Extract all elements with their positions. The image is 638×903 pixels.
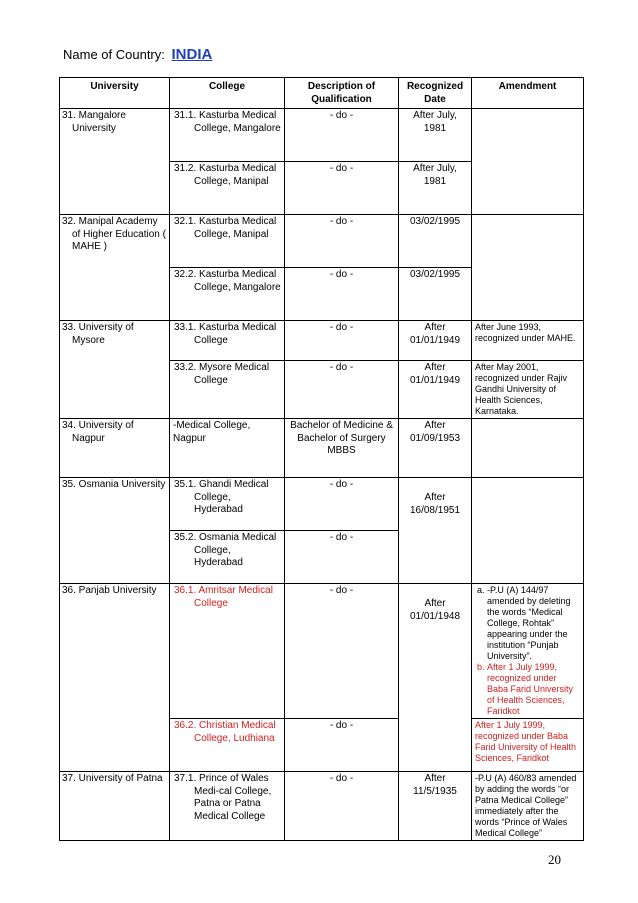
amendment-cell [472, 478, 584, 584]
description-cell: - do - [285, 719, 399, 772]
amendment-cell: After 1 July 1999, recognized under Baba Farid University of Health Sciences, Faridkot [472, 719, 584, 772]
amendment-cell [472, 419, 584, 478]
university-cell: 37. University of Patna [60, 772, 170, 841]
description-cell: - do - [285, 478, 399, 531]
table-row [60, 109, 584, 162]
recognition-table [59, 77, 584, 841]
amendment-list [475, 585, 580, 717]
header-amendment: Amendment [472, 78, 584, 109]
description-cell: - do - [285, 531, 399, 584]
description-cell: Bachelor of Medicine & Bachelor of Surgery MBBS [285, 419, 399, 478]
amendment-item: b. After 1 July 1999, recognized under Baba Farid University of Health Sciences, Faridkot [487, 662, 580, 717]
college-cell: 33.1. Kasturba Medical College [170, 321, 285, 361]
recognized-date-cell: After 01/09/1953 [399, 419, 472, 478]
country-value: INDIA [171, 46, 213, 63]
recognized-date-cell: After 01/01/1949 [399, 321, 472, 361]
college-cell: 36.1. Amritsar Medical College [170, 584, 285, 719]
amendment-cell: -P.U (A) 460/83 amended by adding the words “or Patna Medical College” immediately after the words “Prince of Wales Medical College” [472, 772, 584, 841]
recognized-date-cell: 03/02/1995 [399, 215, 472, 268]
college-cell: 32.2. Kasturba Medical College, Mangalore [170, 268, 285, 321]
description-cell: - do - [285, 772, 399, 841]
description-cell: - do - [285, 162, 399, 215]
table-row [60, 478, 584, 531]
recognized-date-cell: After 01/01/1948 [399, 584, 472, 772]
recognized-date-cell: 03/02/1995 [399, 268, 472, 321]
college-cell: 32.1. Kasturba Medical College, Manipal [170, 215, 285, 268]
header-university: University [60, 78, 170, 109]
amendment-cell [472, 109, 584, 215]
college-cell: 35.1. Ghandi Medical College, Hyderabad [170, 478, 285, 531]
college-cell: 36.2. Christian Medical College, Ludhiana [170, 719, 285, 772]
amendment-cell: After May 2001, recognized under Rajiv Gandhi University of Health Sciences, Karnataka. [472, 361, 584, 419]
table-row [60, 584, 584, 719]
description-cell: - do - [285, 361, 399, 419]
table-row [60, 321, 584, 361]
college-cell: 31.1. Kasturba Medical College, Mangalore [170, 109, 285, 162]
college-cell: 35.2. Osmania Medical College, Hyderabad [170, 531, 285, 584]
amendment-cell [472, 584, 584, 719]
description-cell: - do - [285, 109, 399, 162]
header-description: Description of Qualification [285, 78, 399, 109]
university-cell: 35. Osmania University [60, 478, 170, 584]
recognized-date-cell: After 11/5/1935 [399, 772, 472, 841]
description-cell: - do - [285, 215, 399, 268]
university-cell: 31. Mangalore University [60, 109, 170, 215]
recognized-date-cell: After 16/08/1951 [399, 478, 472, 584]
header-recognized-date: Recognized Date [399, 78, 472, 109]
page-number: 20 [548, 852, 561, 867]
college-cell: 33.2. Mysore Medical College [170, 361, 285, 419]
table-row [60, 419, 584, 478]
table-header-row [60, 78, 584, 109]
country-label: Name of Country: [63, 47, 165, 62]
college-cell: -Medical College, Nagpur [170, 419, 285, 478]
amendment-cell: After June 1993, recognized under MAHE. [472, 321, 584, 361]
amendment-cell [472, 215, 584, 321]
table-row [60, 215, 584, 268]
university-cell: 36. Panjab University [60, 584, 170, 772]
table-row [60, 772, 584, 841]
description-cell: - do - [285, 584, 399, 719]
country-heading [63, 46, 212, 63]
recognized-date-cell: After 01/01/1949 [399, 361, 472, 419]
college-cell: 37.1. Prince of Wales Medi-cal College, Patna or Patna Medical College [170, 772, 285, 841]
amendment-item: a. -P.U (A) 144/97 amended by deleting the words “Medical College, Rohtak” appearing under the institution “Punjab University”. [487, 585, 580, 662]
university-cell: 33. University of Mysore [60, 321, 170, 419]
recognized-date-cell: After July, 1981 [399, 162, 472, 215]
description-cell: - do - [285, 321, 399, 361]
description-cell: - do - [285, 268, 399, 321]
university-cell: 34. University of Nagpur [60, 419, 170, 478]
header-college: College [170, 78, 285, 109]
university-cell: 32. Manipal Academy of Higher Education ( MAHE ) [60, 215, 170, 321]
college-cell: 31.2. Kasturba Medical College, Manipal [170, 162, 285, 215]
recognized-date-cell: After July, 1981 [399, 109, 472, 162]
